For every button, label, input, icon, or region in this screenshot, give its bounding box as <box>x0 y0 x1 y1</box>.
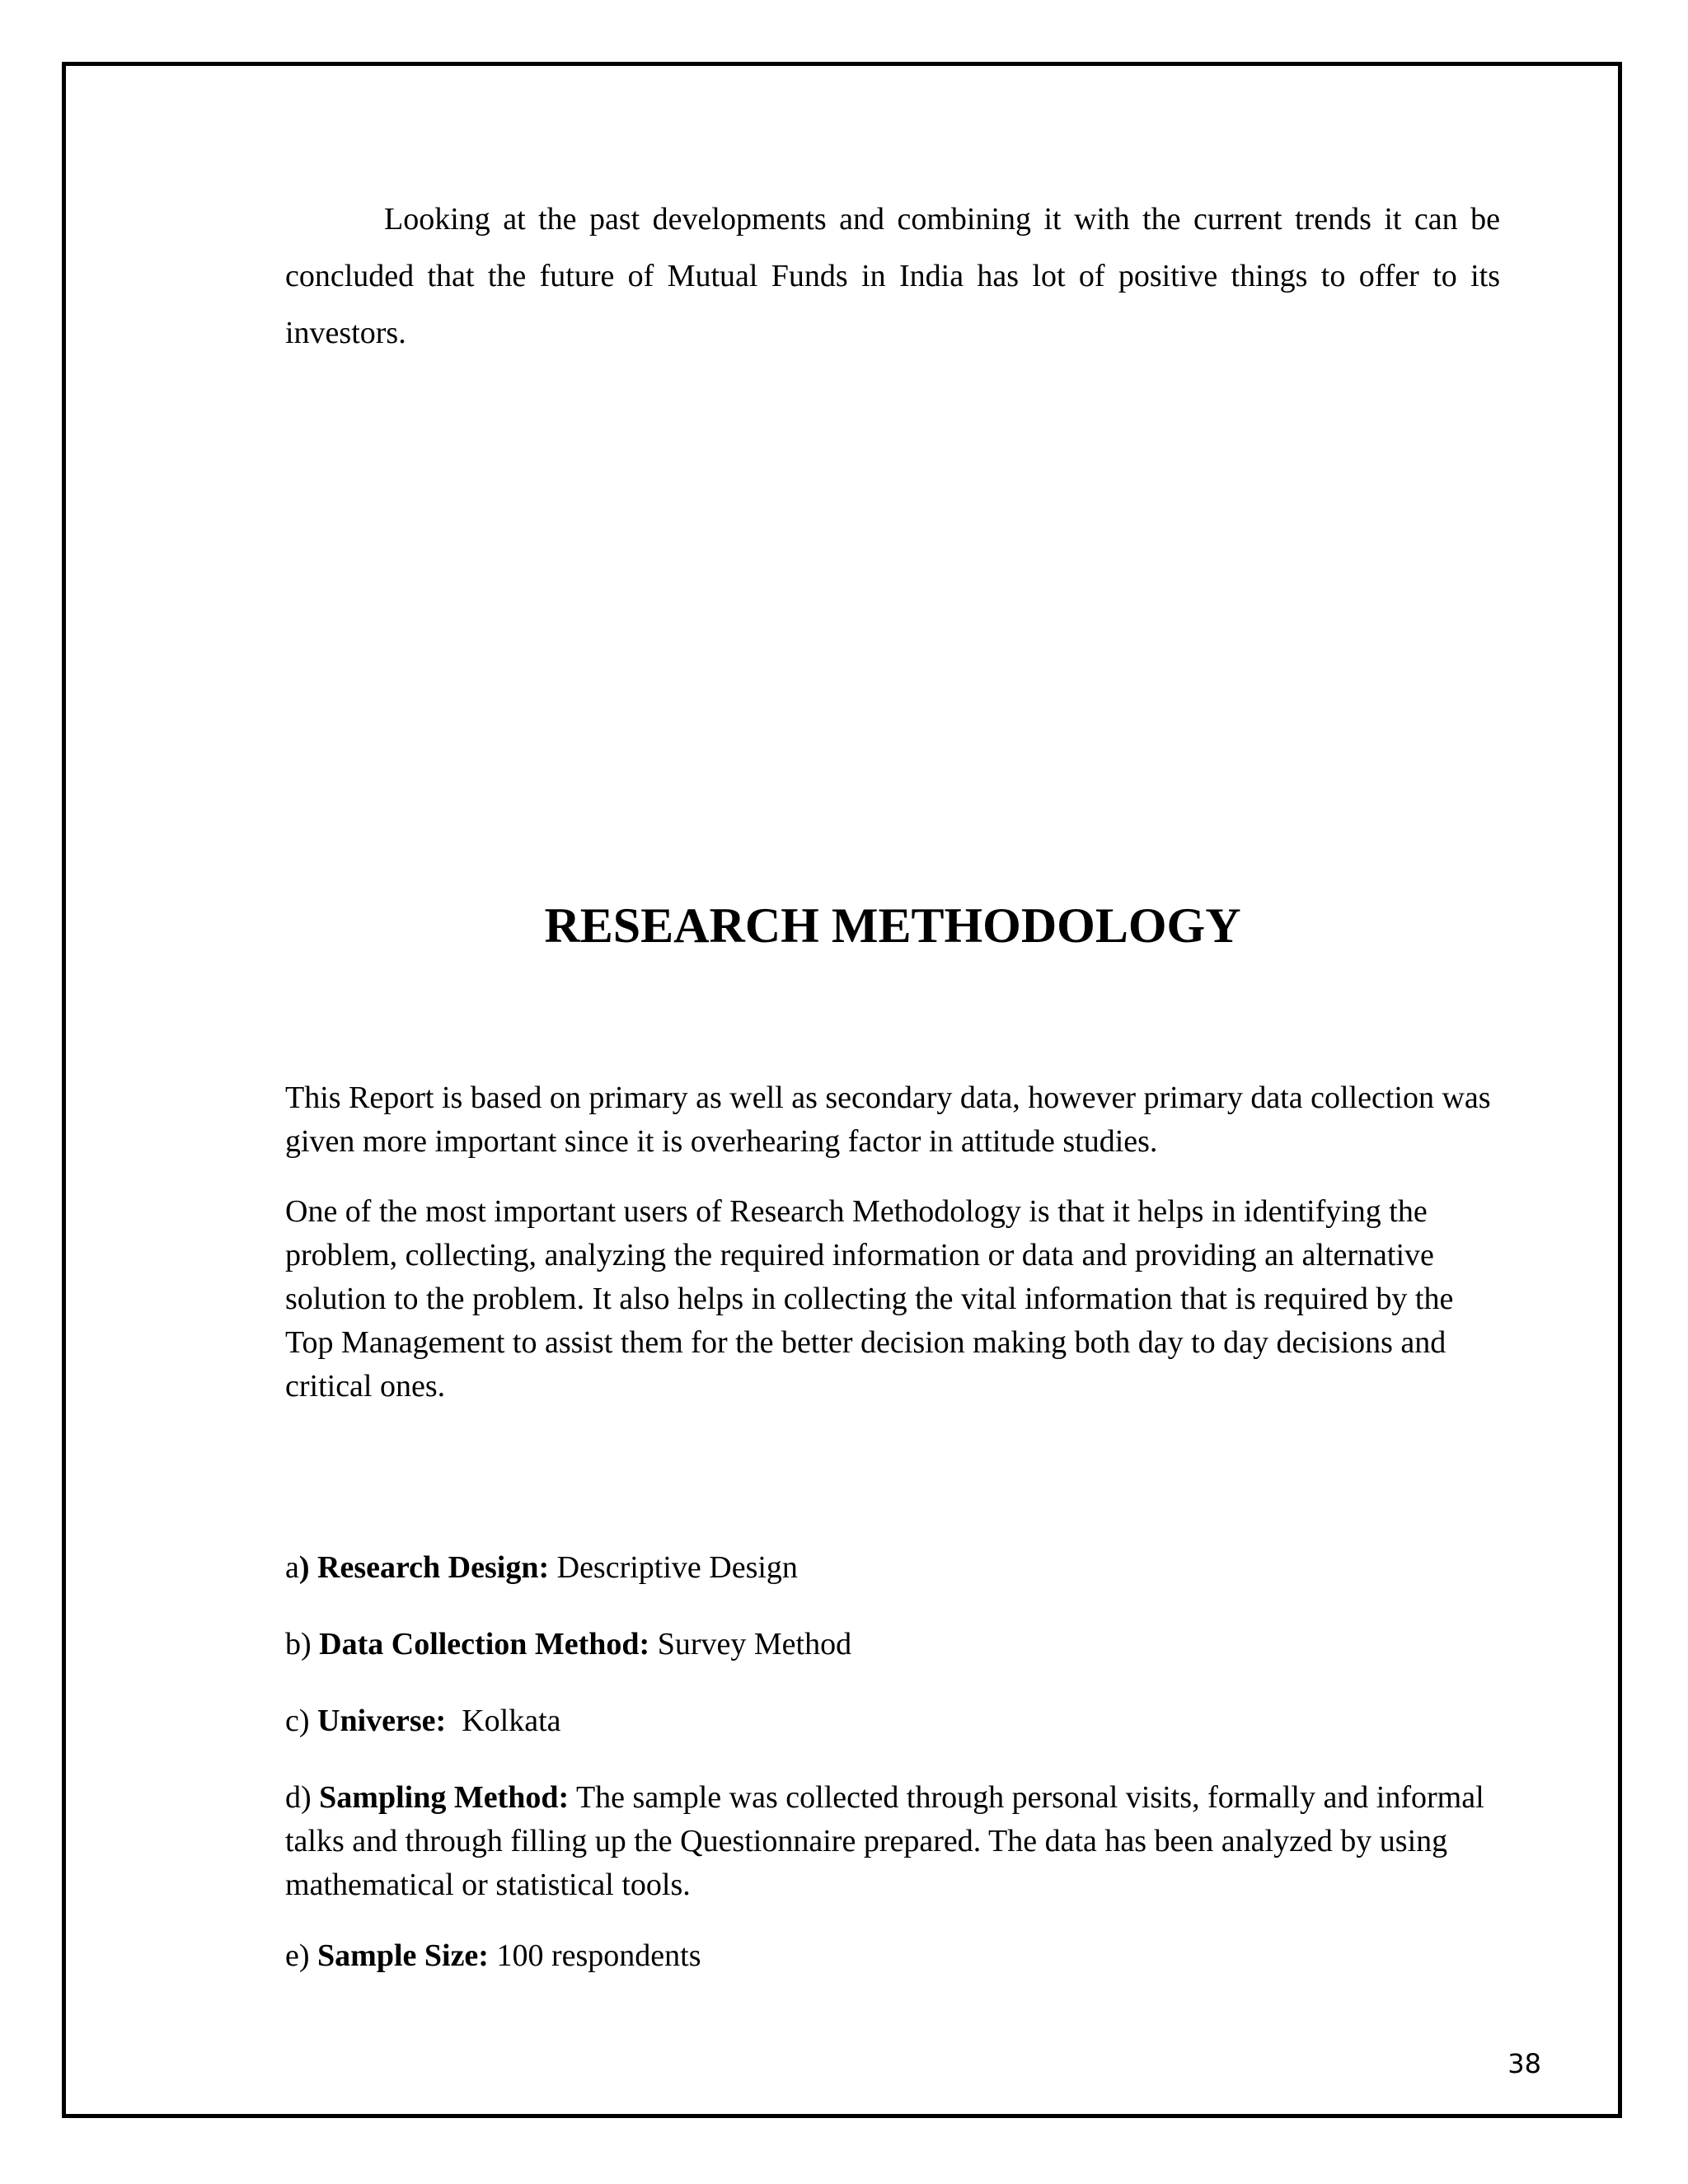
list-item-value: Kolkata <box>446 1704 561 1738</box>
page-number: 38 <box>1507 2048 1541 2079</box>
list-item-universe <box>285 1699 1505 1743</box>
list-item-sampling-method <box>285 1776 1505 1907</box>
list-item-value: 100 respondents <box>488 1938 701 1973</box>
list-item-label: Sampling Method: <box>319 1780 570 1815</box>
list-item-prefix: a <box>285 1550 299 1585</box>
list-item-value: Descriptive Design <box>549 1550 798 1585</box>
list-item-paren: ) <box>298 1550 310 1585</box>
list-item-prefix: b) <box>285 1627 312 1661</box>
section-title: RESEARCH METHODOLOGY <box>544 898 1241 953</box>
list-item-label: Research Design: <box>317 1550 550 1585</box>
paragraph-methodology-uses: One of the most important users of Research Methodology is that it helps in identifying the problem, collecting, analyzing the required information or data and providing an alternative solution to the problem. It also helps in collecting the vital information that is required by the Top Management to assist them for the better decision making both day to day decisions and critical ones. <box>285 1194 1454 1404</box>
list-item-sample-size <box>285 1934 1505 1978</box>
list-item-prefix: c) <box>285 1704 310 1738</box>
list-item-prefix: d) <box>285 1780 312 1815</box>
list-item-label: Data Collection Method: <box>319 1627 650 1661</box>
paragraph-data-sources: This Report is based on primary as well as secondary data, however primary data collection was given more important since it is overhearing factor in attitude studies. <box>285 1080 1491 1159</box>
list-item-research-design <box>285 1546 1505 1590</box>
list-item-label: Universe: <box>317 1704 447 1738</box>
list-item-prefix: e) <box>285 1938 310 1973</box>
intro-paragraph: Looking at the past developments and combining it with the current trends it can be concluded that the future of Mutual Funds in India has lot of positive things to offer to its investors. <box>285 202 1500 350</box>
list-item-data-collection <box>285 1623 1505 1666</box>
list-item-label: Sample Size: <box>317 1938 489 1973</box>
list-item-value: Survey Method <box>649 1627 852 1661</box>
list-item-value: The sample was collected through personal visits, formally and informal talks and through filling up the Questionnaire prepared. The data has been analyzed by using mathematical or statistical tools. <box>285 1780 1484 1902</box>
